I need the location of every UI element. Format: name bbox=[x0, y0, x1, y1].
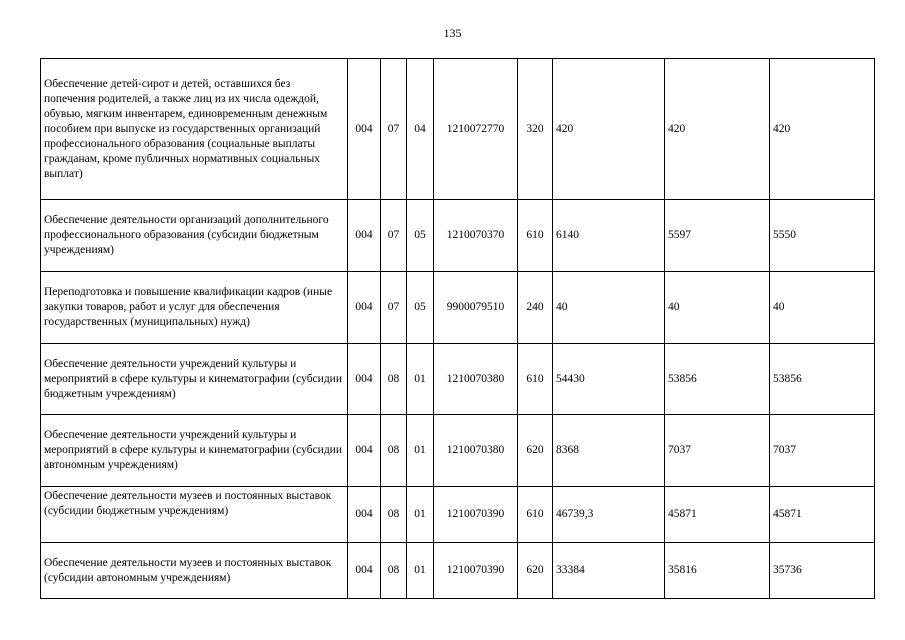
target-article-cell: 1210070380 bbox=[434, 415, 518, 487]
section-code-cell: 08 bbox=[381, 344, 407, 415]
amount-cell: 46739,3 bbox=[553, 487, 665, 543]
ministry-code-cell: 004 bbox=[348, 487, 381, 543]
table-row bbox=[41, 200, 875, 272]
page-number: 135 bbox=[443, 26, 462, 40]
section-code-cell: 08 bbox=[381, 415, 407, 487]
section-code-cell: 08 bbox=[381, 543, 407, 599]
table-row bbox=[41, 344, 875, 415]
amount-cell: 5550 bbox=[770, 200, 875, 272]
amount-cell: 5597 bbox=[665, 200, 770, 272]
subsection-code-cell: 05 bbox=[407, 272, 434, 344]
table-row bbox=[41, 487, 875, 543]
amount-cell: 54430 bbox=[553, 344, 665, 415]
amount-cell: 40 bbox=[553, 272, 665, 344]
description-cell: Переподготовка и повышение квалификации кадров (иные закупки товаров, работ и услуг для обеспечения государственных (муниципальных) нужд) bbox=[41, 272, 348, 344]
amount-cell: 40 bbox=[665, 272, 770, 344]
amount-cell: 40 bbox=[770, 272, 875, 344]
ministry-code-cell: 004 bbox=[348, 543, 381, 599]
amount-cell: 420 bbox=[553, 59, 665, 200]
table-row bbox=[41, 59, 875, 200]
amount-cell: 420 bbox=[770, 59, 875, 200]
target-article-cell: 1210070370 bbox=[434, 200, 518, 272]
expense-type-cell: 620 bbox=[518, 415, 553, 487]
ministry-code-cell: 004 bbox=[348, 415, 381, 487]
section-code-cell: 07 bbox=[381, 272, 407, 344]
section-code-cell: 08 bbox=[381, 487, 407, 543]
target-article-cell: 1210070390 bbox=[434, 487, 518, 543]
subsection-code-cell: 01 bbox=[407, 344, 434, 415]
ministry-code-cell: 004 bbox=[348, 59, 381, 200]
amount-cell: 33384 bbox=[553, 543, 665, 599]
amount-cell: 53856 bbox=[770, 344, 875, 415]
subsection-code-cell: 01 bbox=[407, 487, 434, 543]
expense-type-cell: 610 bbox=[518, 200, 553, 272]
amount-cell: 420 bbox=[665, 59, 770, 200]
amount-cell: 53856 bbox=[665, 344, 770, 415]
amount-cell: 8368 bbox=[553, 415, 665, 487]
ministry-code-cell: 004 bbox=[348, 200, 381, 272]
target-article-cell: 1210070380 bbox=[434, 344, 518, 415]
description-cell: Обеспечение деятельности учреждений культуры и мероприятий в сфере культуры и кинематографии (субсидии автономным учреждениям) bbox=[41, 415, 348, 487]
description-cell: Обеспечение деятельности музеев и постоянных выставок (субсидии бюджетным учреждениям) bbox=[41, 487, 348, 543]
subsection-code-cell: 04 bbox=[407, 59, 434, 200]
expense-type-cell: 240 bbox=[518, 272, 553, 344]
amount-cell: 35736 bbox=[770, 543, 875, 599]
amount-cell: 45871 bbox=[770, 487, 875, 543]
amount-cell: 7037 bbox=[770, 415, 875, 487]
target-article-cell: 1210072770 bbox=[434, 59, 518, 200]
amount-cell: 7037 bbox=[665, 415, 770, 487]
description-cell: Обеспечение детей-сирот и детей, оставшихся без попечения родителей, а также лиц из их числа одеждой, обувью, мягким инвентарем, единовременным денежным пособием при выпуске из государственных организаций профессионального образования (социальные выплаты гражданам, кроме публичных нормативных социальных выплат) bbox=[41, 59, 348, 200]
section-code-cell: 07 bbox=[381, 200, 407, 272]
description-cell: Обеспечение деятельности музеев и постоянных выставок (субсидии автономным учреждениям) bbox=[41, 543, 348, 599]
expense-type-cell: 610 bbox=[518, 487, 553, 543]
description-cell: Обеспечение деятельности учреждений культуры и мероприятий в сфере культуры и кинематографии (субсидии бюджетным учреждениям) bbox=[41, 344, 348, 415]
target-article-cell: 9900079510 bbox=[434, 272, 518, 344]
table-row bbox=[41, 272, 875, 344]
amount-cell: 35816 bbox=[665, 543, 770, 599]
amount-cell: 6140 bbox=[553, 200, 665, 272]
table-row bbox=[41, 415, 875, 487]
amount-cell: 45871 bbox=[665, 487, 770, 543]
subsection-code-cell: 05 bbox=[407, 200, 434, 272]
expense-type-cell: 620 bbox=[518, 543, 553, 599]
table-row bbox=[41, 543, 875, 599]
expense-type-cell: 320 bbox=[518, 59, 553, 200]
budget-table bbox=[40, 58, 875, 599]
description-cell: Обеспечение деятельности организаций дополнительного профессионального образования (субсидии бюджетным учреждениям) bbox=[41, 200, 348, 272]
ministry-code-cell: 004 bbox=[348, 344, 381, 415]
expense-type-cell: 610 bbox=[518, 344, 553, 415]
target-article-cell: 1210070390 bbox=[434, 543, 518, 599]
section-code-cell: 07 bbox=[381, 59, 407, 200]
subsection-code-cell: 01 bbox=[407, 543, 434, 599]
ministry-code-cell: 004 bbox=[348, 272, 381, 344]
subsection-code-cell: 01 bbox=[407, 415, 434, 487]
